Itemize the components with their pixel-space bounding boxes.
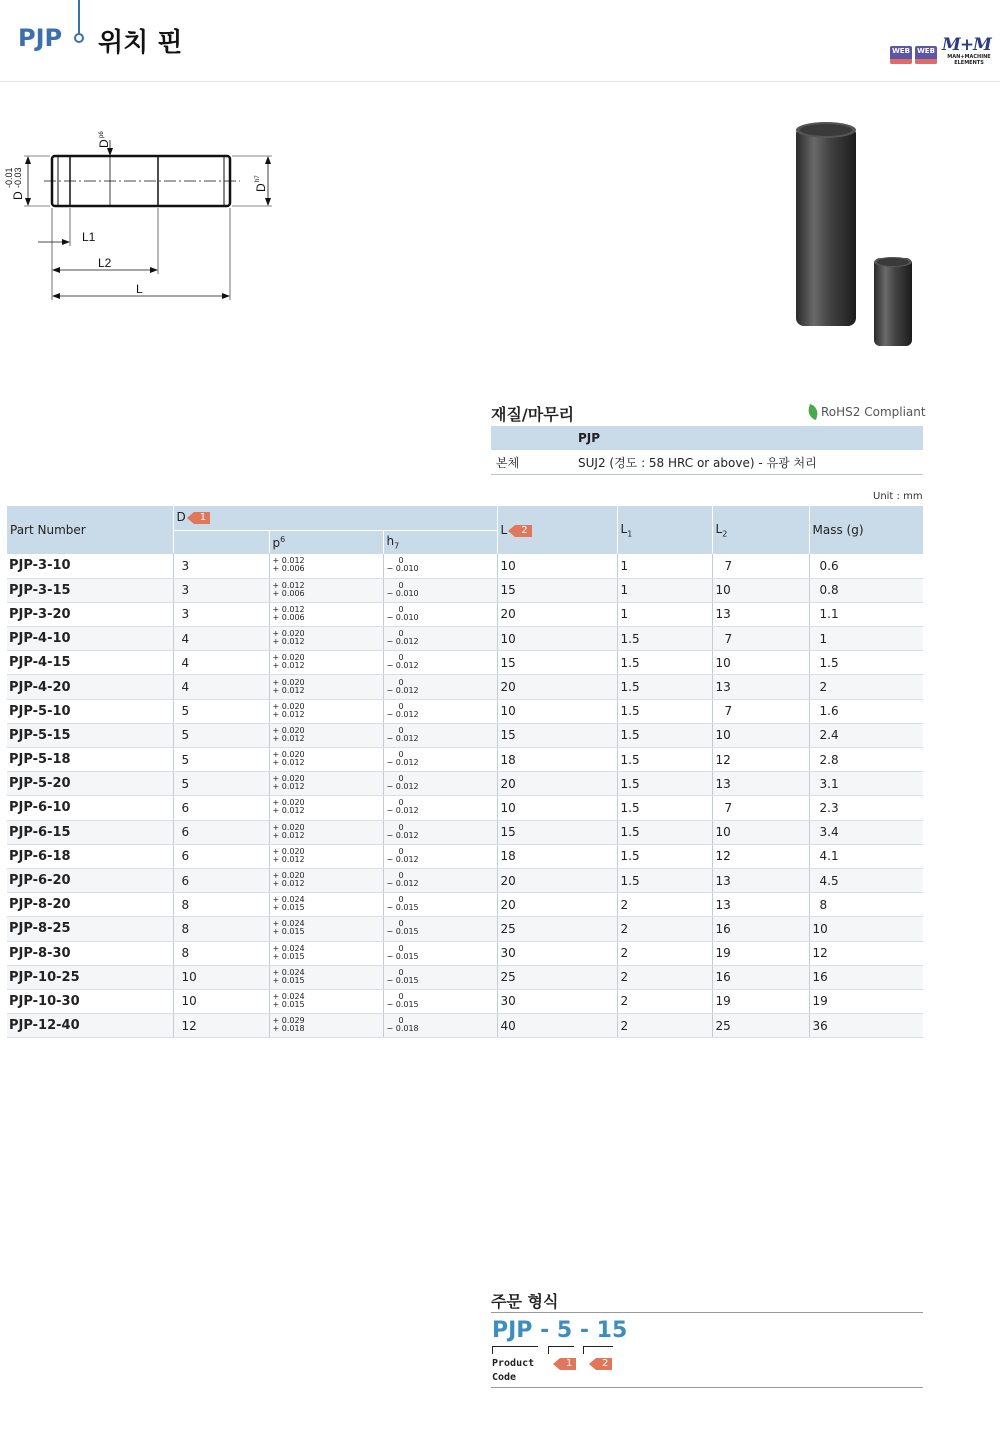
part-number-cell: PJP-5-18 bbox=[7, 748, 173, 772]
l1-cell: 1.5 bbox=[617, 868, 712, 892]
rohs-badge bbox=[808, 405, 926, 419]
mass-cell: 1.6 bbox=[809, 699, 923, 723]
p6-cell: + 0.012 + 0.006 bbox=[269, 578, 383, 602]
part-number-cell: PJP-8-20 bbox=[7, 893, 173, 917]
d-cell: 6 bbox=[173, 844, 269, 868]
l1-cell: 1.5 bbox=[617, 699, 712, 723]
mass-cell: 1 bbox=[809, 627, 923, 651]
table-row bbox=[7, 627, 923, 651]
d-cell: 8 bbox=[173, 917, 269, 941]
product-code-label: PJP bbox=[18, 24, 63, 52]
l1-label: L1 bbox=[82, 230, 96, 244]
p6-cell: + 0.024 + 0.015 bbox=[269, 965, 383, 989]
l1-cell: 2 bbox=[617, 989, 712, 1013]
d-cell: 4 bbox=[173, 675, 269, 699]
h7-cell: 0 − 0.012 bbox=[383, 699, 497, 723]
h7-cell: 0 − 0.015 bbox=[383, 893, 497, 917]
web-badge-icon[interactable]: WEB bbox=[915, 46, 937, 64]
table-row bbox=[7, 893, 923, 917]
order-bracket-1 bbox=[548, 1346, 574, 1354]
h7-cell: 0 − 0.012 bbox=[383, 723, 497, 747]
h7-cell: 0 − 0.010 bbox=[383, 602, 497, 626]
p6-cell: + 0.012 + 0.006 bbox=[269, 554, 383, 578]
material-table bbox=[491, 426, 923, 475]
d-tol-upper: -0.01 bbox=[4, 167, 14, 188]
h7-cell: 0 − 0.015 bbox=[383, 917, 497, 941]
l2-cell: 13 bbox=[712, 602, 809, 626]
l2-cell: 7 bbox=[712, 554, 809, 578]
l1-cell: 2 bbox=[617, 1014, 712, 1038]
header-l2: $L_2$ bbox=[712, 506, 809, 554]
table-row bbox=[7, 675, 923, 699]
p6-cell: + 0.020 + 0.012 bbox=[269, 675, 383, 699]
d-cell: 5 bbox=[173, 748, 269, 772]
l-cell: 15 bbox=[497, 820, 617, 844]
p6-cell: + 0.020 + 0.012 bbox=[269, 772, 383, 796]
order-title: 주문 형식 bbox=[491, 1292, 559, 1311]
product-code-caption: Product Code bbox=[492, 1358, 535, 1383]
header-line bbox=[78, 0, 80, 34]
table-row bbox=[7, 602, 923, 626]
d-cell: 6 bbox=[173, 868, 269, 892]
l-cell: 30 bbox=[497, 989, 617, 1013]
l2-cell: 13 bbox=[712, 868, 809, 892]
part-number-cell: PJP-4-15 bbox=[7, 651, 173, 675]
h7-cell: 0 − 0.012 bbox=[383, 844, 497, 868]
l1-cell: 2 bbox=[617, 917, 712, 941]
l1-cell: 2 bbox=[617, 941, 712, 965]
l-cell: 15 bbox=[497, 651, 617, 675]
table-row bbox=[7, 699, 923, 723]
l2-cell: 13 bbox=[712, 893, 809, 917]
l1-cell: 1.5 bbox=[617, 820, 712, 844]
p6-cell: + 0.024 + 0.015 bbox=[269, 989, 383, 1013]
l2-cell: 10 bbox=[712, 651, 809, 675]
order-bracket-product bbox=[492, 1346, 538, 1354]
h7-cell: 0 − 0.015 bbox=[383, 965, 497, 989]
table-row bbox=[7, 554, 923, 578]
mass-cell: 4.1 bbox=[809, 844, 923, 868]
order-code: PJP - 5 - 15 bbox=[492, 1318, 628, 1343]
p6-cell: + 0.020 + 0.012 bbox=[269, 868, 383, 892]
part-number-cell: PJP-4-20 bbox=[7, 675, 173, 699]
d-label: D bbox=[11, 191, 25, 200]
header-l: L 2 bbox=[497, 506, 617, 554]
part-number-cell: PJP-5-20 bbox=[7, 772, 173, 796]
h7-cell: 0 − 0.012 bbox=[383, 868, 497, 892]
product-photo bbox=[780, 118, 930, 358]
l1-cell: 1.5 bbox=[617, 844, 712, 868]
mass-cell: 2.4 bbox=[809, 723, 923, 747]
l-cell: 40 bbox=[497, 1014, 617, 1038]
d-cell: 5 bbox=[173, 723, 269, 747]
logo-mark: M+M bbox=[942, 35, 991, 55]
h7-cell: 0 − 0.018 bbox=[383, 1014, 497, 1038]
p6-cell: + 0.012 + 0.006 bbox=[269, 602, 383, 626]
h7-cell: 0 − 0.012 bbox=[383, 772, 497, 796]
p6-cell: + 0.020 + 0.012 bbox=[269, 844, 383, 868]
order-bottom-line bbox=[491, 1387, 923, 1388]
l1-cell: 1.5 bbox=[617, 627, 712, 651]
part-number-cell: PJP-6-10 bbox=[7, 796, 173, 820]
d-cell: 10 bbox=[173, 989, 269, 1013]
web-badges bbox=[890, 46, 937, 64]
header-part-number: Part Number bbox=[7, 506, 173, 554]
logo-text: MAN+MACHINE ELEMENTS bbox=[947, 54, 991, 66]
table-row bbox=[7, 651, 923, 675]
h7-cell: 0 − 0.015 bbox=[383, 989, 497, 1013]
d-cell: 8 bbox=[173, 941, 269, 965]
p6-cell: + 0.020 + 0.012 bbox=[269, 748, 383, 772]
pin-drawing bbox=[0, 110, 300, 310]
l1-cell: 1.5 bbox=[617, 675, 712, 699]
l-cell: 25 bbox=[497, 965, 617, 989]
l2-cell: 13 bbox=[712, 772, 809, 796]
rohs-text: RoHS2 Compliant bbox=[821, 405, 926, 419]
table-row bbox=[7, 772, 923, 796]
l-cell: 20 bbox=[497, 675, 617, 699]
d-tag: 1 bbox=[194, 512, 210, 524]
l-cell: 10 bbox=[497, 699, 617, 723]
d-cell: 10 bbox=[173, 965, 269, 989]
header-h7: $h_7$ bbox=[383, 530, 497, 554]
mass-cell: 8 bbox=[809, 893, 923, 917]
part-number-cell: PJP-8-25 bbox=[7, 917, 173, 941]
mass-cell: 1.1 bbox=[809, 602, 923, 626]
h7-cell: 0 − 0.012 bbox=[383, 627, 497, 651]
dp6-sup: p6 bbox=[99, 131, 105, 138]
l-cell: 15 bbox=[497, 578, 617, 602]
part-number-cell: PJP-6-20 bbox=[7, 868, 173, 892]
mass-cell: 12 bbox=[809, 941, 923, 965]
d-cell: 5 bbox=[173, 699, 269, 723]
l-cell: 18 bbox=[497, 844, 617, 868]
h7-cell: 0 − 0.010 bbox=[383, 578, 497, 602]
part-number-cell: PJP-6-15 bbox=[7, 820, 173, 844]
order-tag-2: 2 bbox=[596, 1358, 612, 1370]
part-number-cell: PJP-3-20 bbox=[7, 602, 173, 626]
table-row bbox=[7, 989, 923, 1013]
page-title: 위치 핀 bbox=[98, 28, 183, 58]
l1-cell: 2 bbox=[617, 965, 712, 989]
order-tag-1: 1 bbox=[560, 1358, 576, 1370]
l1-cell: 1 bbox=[617, 602, 712, 626]
d-cell: 6 bbox=[173, 796, 269, 820]
material-row-value: SUJ2 (경도 : 58 HRC or above) - 유광 처리 bbox=[573, 450, 923, 474]
mass-cell: 0.6 bbox=[809, 554, 923, 578]
header-mass: Mass (g) bbox=[809, 506, 923, 554]
l2-cell: 16 bbox=[712, 917, 809, 941]
part-number-cell: PJP-12-40 bbox=[7, 1014, 173, 1038]
h7-cell: 0 − 0.012 bbox=[383, 820, 497, 844]
page-header bbox=[0, 0, 1000, 82]
p6-cell: + 0.020 + 0.012 bbox=[269, 627, 383, 651]
header-l1: $L_1$ bbox=[617, 506, 712, 554]
p6-cell: + 0.020 + 0.012 bbox=[269, 651, 383, 675]
p6-cell: + 0.024 + 0.015 bbox=[269, 917, 383, 941]
order-bracket-2 bbox=[583, 1346, 613, 1354]
l2-cell: 10 bbox=[712, 820, 809, 844]
part-number-cell: PJP-6-18 bbox=[7, 844, 173, 868]
h7-cell: 0 − 0.012 bbox=[383, 796, 497, 820]
l2-cell: 13 bbox=[712, 675, 809, 699]
part-number-cell: PJP-10-25 bbox=[7, 965, 173, 989]
table-row bbox=[7, 965, 923, 989]
l2-cell: 7 bbox=[712, 699, 809, 723]
d-cell: 5 bbox=[173, 772, 269, 796]
table-row bbox=[7, 1014, 923, 1038]
l-cell: 20 bbox=[497, 893, 617, 917]
h7-cell: 0 − 0.012 bbox=[383, 651, 497, 675]
material-header-blank bbox=[491, 426, 573, 450]
p6-cell: + 0.024 + 0.015 bbox=[269, 893, 383, 917]
leaf-icon bbox=[806, 404, 819, 420]
mass-cell: 19 bbox=[809, 989, 923, 1013]
h7-cell: 0 − 0.015 bbox=[383, 941, 497, 965]
l1-cell: 1.5 bbox=[617, 651, 712, 675]
p6-cell: + 0.020 + 0.012 bbox=[269, 796, 383, 820]
l-cell: 10 bbox=[497, 796, 617, 820]
l2-cell: 12 bbox=[712, 844, 809, 868]
p6-cell: + 0.020 + 0.012 bbox=[269, 699, 383, 723]
header-d-blank bbox=[173, 530, 269, 554]
part-number-cell: PJP-10-30 bbox=[7, 989, 173, 1013]
header-dot-icon bbox=[74, 33, 84, 43]
material-row-label: 본체 bbox=[491, 450, 573, 474]
l2-label: L2 bbox=[98, 256, 112, 270]
mass-cell: 0.8 bbox=[809, 578, 923, 602]
order-divider bbox=[491, 1312, 923, 1313]
table-row bbox=[7, 941, 923, 965]
l2-cell: 25 bbox=[712, 1014, 809, 1038]
l1-cell: 1 bbox=[617, 578, 712, 602]
material-title: 재질/마무리 bbox=[491, 405, 575, 424]
d-cell: 12 bbox=[173, 1014, 269, 1038]
unit-label: Unit : mm bbox=[873, 491, 923, 502]
l2-cell: 10 bbox=[712, 723, 809, 747]
part-number-cell: PJP-8-30 bbox=[7, 941, 173, 965]
l-cell: 18 bbox=[497, 748, 617, 772]
web-badge-icon[interactable]: WEB bbox=[890, 46, 912, 64]
part-number-cell: PJP-5-15 bbox=[7, 723, 173, 747]
l-cell: 20 bbox=[497, 868, 617, 892]
h7-cell: 0 − 0.012 bbox=[383, 675, 497, 699]
table-row bbox=[7, 868, 923, 892]
header-p6: $p^6$ bbox=[269, 530, 383, 554]
mass-cell: 2.8 bbox=[809, 748, 923, 772]
d-cell: 3 bbox=[173, 554, 269, 578]
l1-cell: 1 bbox=[617, 554, 712, 578]
spec-body bbox=[7, 554, 923, 1038]
l2-cell: 16 bbox=[712, 965, 809, 989]
p6-cell: + 0.020 + 0.012 bbox=[269, 820, 383, 844]
dp6-label: D bbox=[97, 139, 111, 148]
l-cell: 10 bbox=[497, 554, 617, 578]
h7-cell: 0 − 0.010 bbox=[383, 554, 497, 578]
l-label: L bbox=[136, 282, 143, 296]
l-cell: 20 bbox=[497, 772, 617, 796]
p6-cell: + 0.020 + 0.012 bbox=[269, 723, 383, 747]
spec-table bbox=[7, 506, 923, 1038]
part-number-cell: PJP-5-10 bbox=[7, 699, 173, 723]
material-header-pjp: PJP bbox=[573, 426, 923, 450]
l2-cell: 19 bbox=[712, 941, 809, 965]
mass-cell: 10 bbox=[809, 917, 923, 941]
dh7-label: D bbox=[254, 183, 268, 192]
table-row bbox=[7, 723, 923, 747]
l-cell: 25 bbox=[497, 917, 617, 941]
mass-cell: 3.1 bbox=[809, 772, 923, 796]
l1-cell: 1.5 bbox=[617, 796, 712, 820]
d-cell: 8 bbox=[173, 893, 269, 917]
d-cell: 3 bbox=[173, 602, 269, 626]
h7-cell: 0 − 0.012 bbox=[383, 748, 497, 772]
part-number-cell: PJP-4-10 bbox=[7, 627, 173, 651]
dh7-sup: h7 bbox=[255, 175, 261, 182]
p6-cell: + 0.029 + 0.018 bbox=[269, 1014, 383, 1038]
mass-cell: 36 bbox=[809, 1014, 923, 1038]
header-d: D 1 bbox=[173, 506, 497, 530]
mass-cell: 1.5 bbox=[809, 651, 923, 675]
l-cell: 15 bbox=[497, 723, 617, 747]
l1-cell: 1.5 bbox=[617, 748, 712, 772]
l2-cell: 19 bbox=[712, 989, 809, 1013]
mass-cell: 2.3 bbox=[809, 796, 923, 820]
l2-cell: 7 bbox=[712, 627, 809, 651]
mass-cell: 2 bbox=[809, 675, 923, 699]
table-row bbox=[7, 578, 923, 602]
l2-cell: 10 bbox=[712, 578, 809, 602]
l2-cell: 7 bbox=[712, 796, 809, 820]
d-cell: 3 bbox=[173, 578, 269, 602]
part-number-cell: PJP-3-10 bbox=[7, 554, 173, 578]
d-cell: 6 bbox=[173, 820, 269, 844]
table-row bbox=[7, 917, 923, 941]
l-tag: 2 bbox=[515, 525, 531, 537]
d-cell: 4 bbox=[173, 627, 269, 651]
d-cell: 4 bbox=[173, 651, 269, 675]
table-row bbox=[7, 748, 923, 772]
part-number-cell: PJP-3-15 bbox=[7, 578, 173, 602]
l2-cell: 12 bbox=[712, 748, 809, 772]
l-cell: 10 bbox=[497, 627, 617, 651]
l1-cell: 2 bbox=[617, 893, 712, 917]
mass-cell: 3.4 bbox=[809, 820, 923, 844]
table-row bbox=[7, 820, 923, 844]
table-row bbox=[7, 844, 923, 868]
l-cell: 30 bbox=[497, 941, 617, 965]
brand-logo bbox=[942, 36, 996, 66]
p6-cell: + 0.024 + 0.015 bbox=[269, 941, 383, 965]
d-tol-lower: -0.03 bbox=[13, 167, 23, 188]
mass-cell: 4.5 bbox=[809, 868, 923, 892]
l-cell: 20 bbox=[497, 602, 617, 626]
l1-cell: 1.5 bbox=[617, 772, 712, 796]
mass-cell: 16 bbox=[809, 965, 923, 989]
l1-cell: 1.5 bbox=[617, 723, 712, 747]
table-row bbox=[7, 796, 923, 820]
